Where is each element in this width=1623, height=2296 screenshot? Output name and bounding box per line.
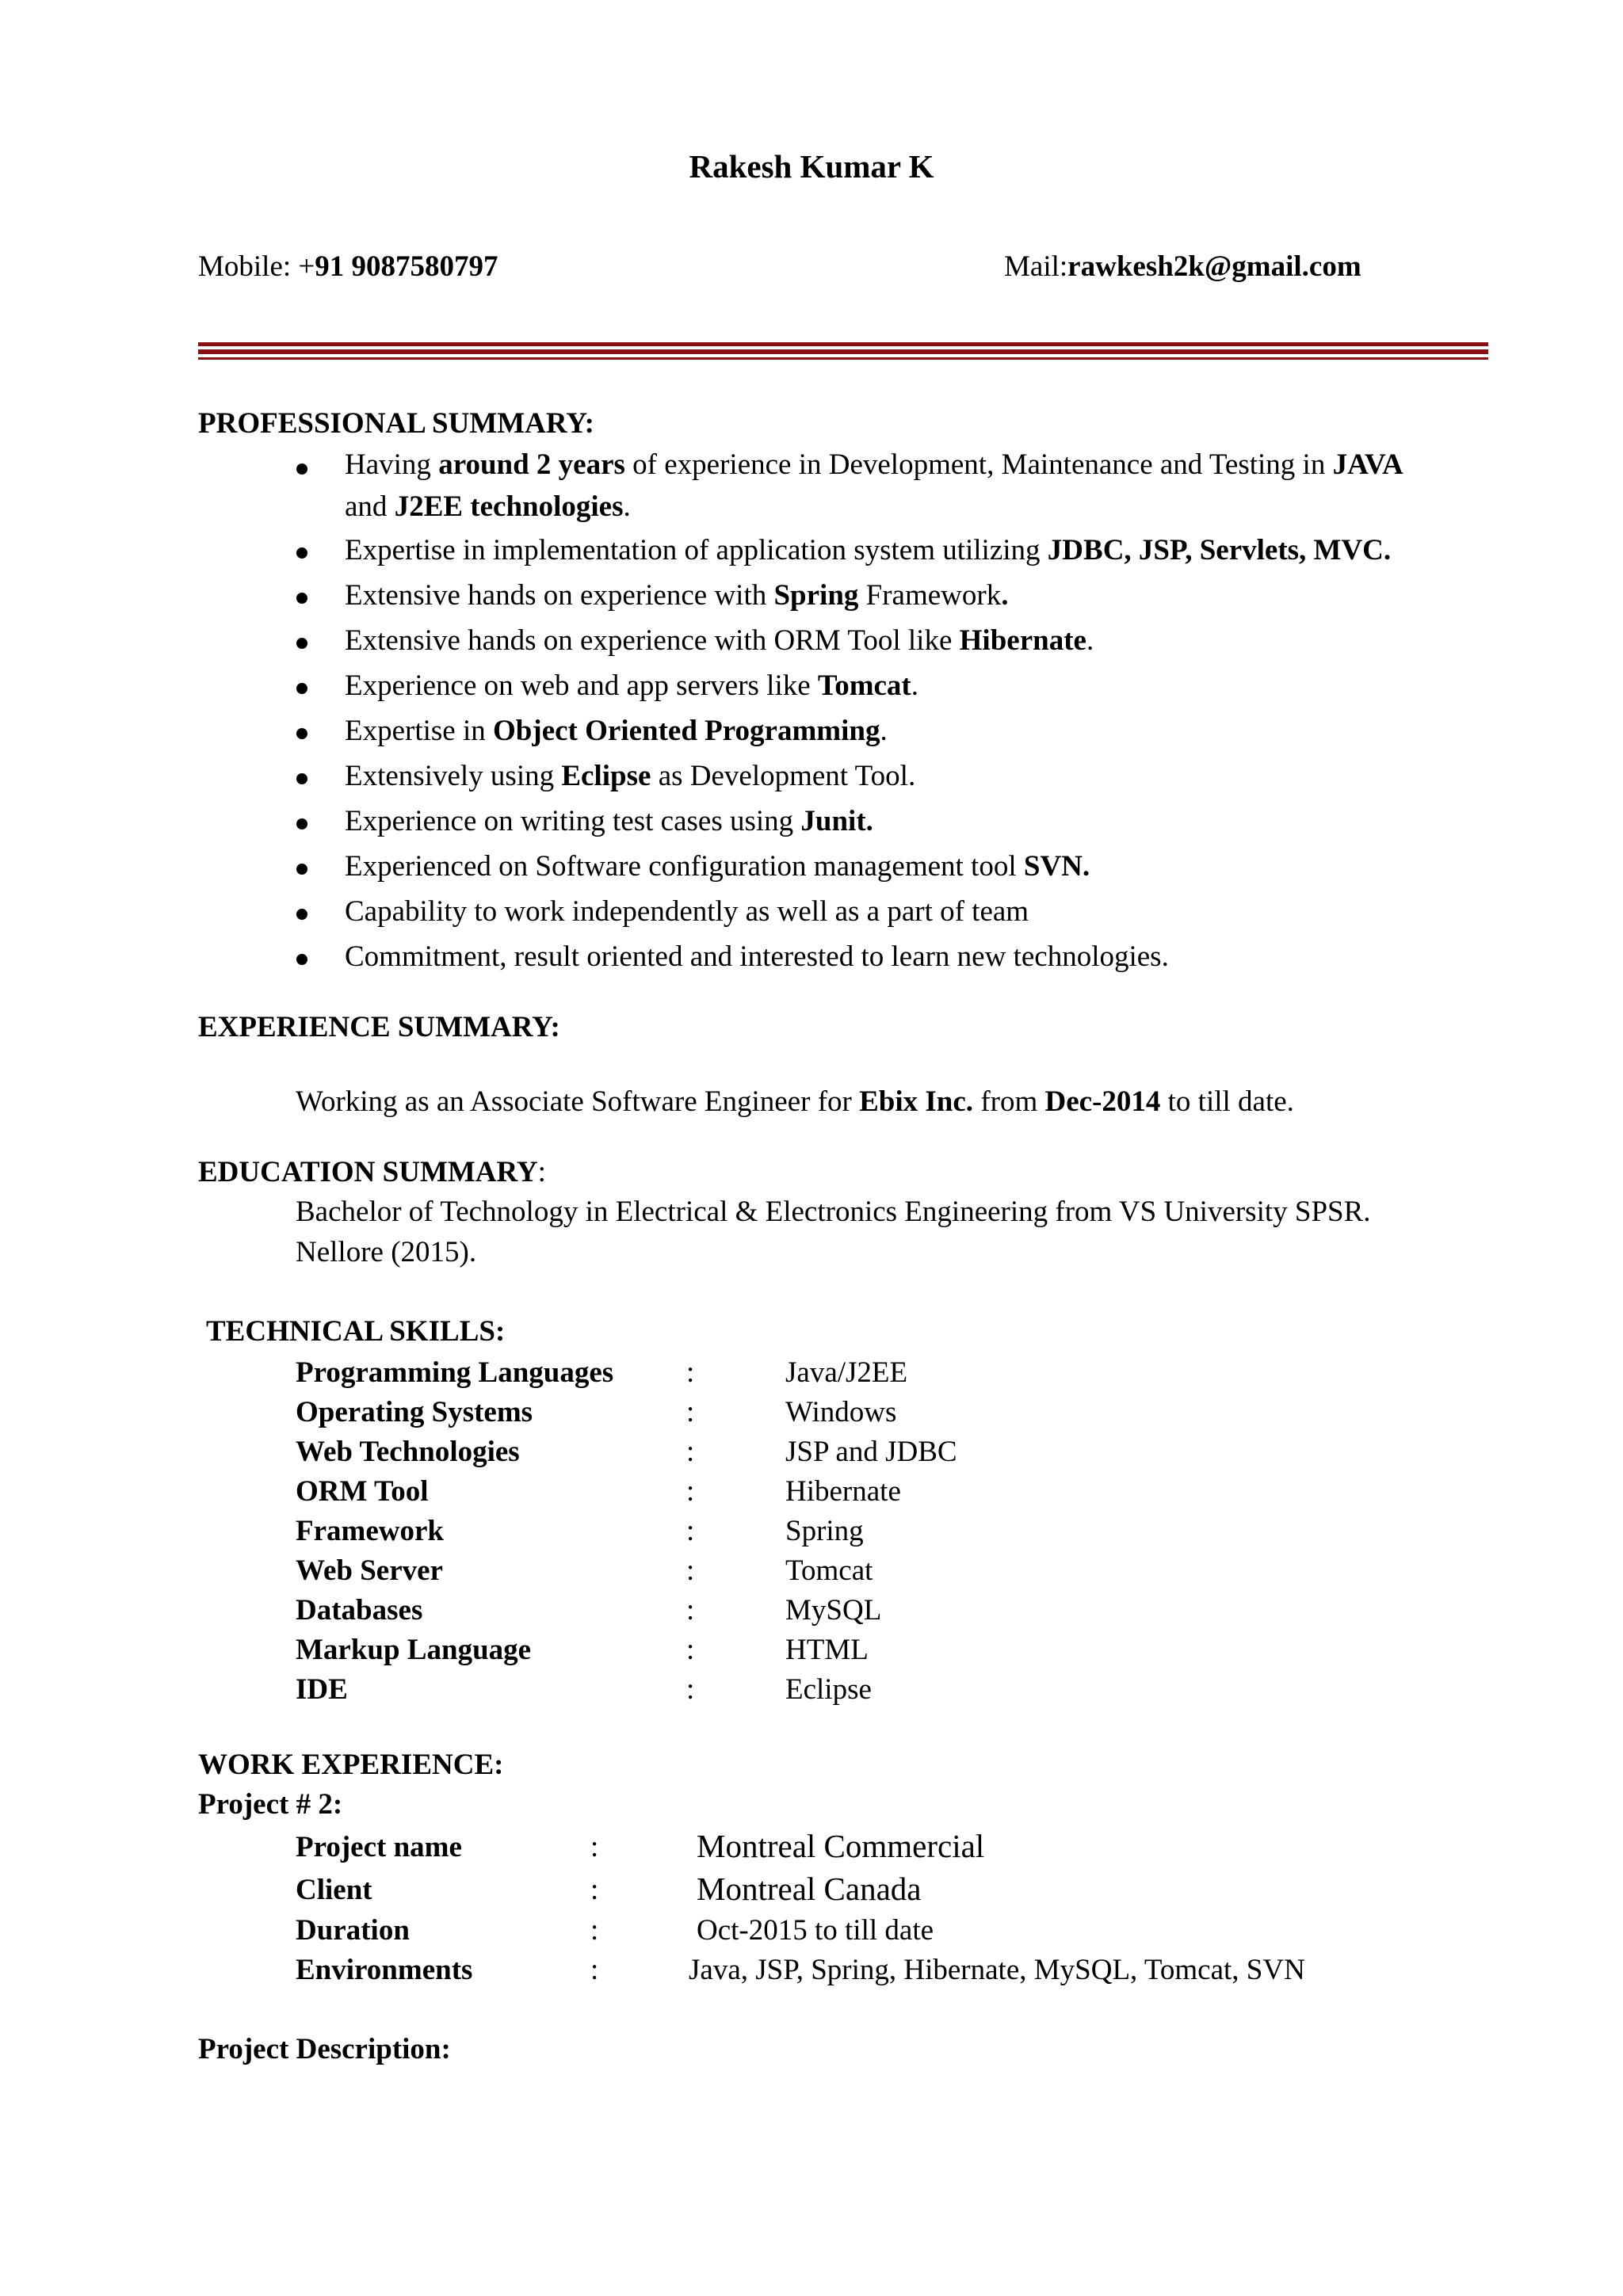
bullet-icon — [296, 909, 307, 920]
candidate-name: Rakesh Kumar K — [689, 148, 934, 185]
mobile-number: 91 9087580797 — [315, 250, 498, 283]
list-item: Commitment, result oriented and interested to learn new technologies. — [198, 934, 1498, 979]
skill-separator: : — [686, 1515, 695, 1547]
skill-separator: : — [686, 1356, 695, 1389]
skill-separator: : — [686, 1594, 695, 1627]
list-item: Expertise in implementation of application system utilizing JDBC, JSP, Servlets, MVC. — [198, 528, 1498, 573]
list-item: Experience on web and app servers like Tomcat. — [198, 663, 1498, 708]
skill-label: ORM Tool — [296, 1475, 429, 1508]
bullet-icon — [296, 638, 307, 649]
project-title: Project # 2: — [198, 1788, 343, 1821]
mobile-label: Mobile: + — [198, 250, 315, 283]
skill-label: Framework — [296, 1515, 444, 1547]
header-rule-bottom — [198, 357, 1488, 360]
experience-summary-heading: EXPERIENCE SUMMARY: — [198, 1011, 560, 1043]
education-line-1: Bachelor of Technology in Electrical & Electronics Engineering from VS University SPSR. — [296, 1196, 1371, 1228]
list-item: Experience on writing test cases using Junit. — [198, 799, 1498, 844]
experience-summary-text: Working as an Associate Software Engineer for Ebix Inc. from Dec-2014 to till date. — [296, 1085, 1294, 1118]
skill-value: HTML — [785, 1634, 869, 1666]
header-rule-top — [198, 342, 1488, 346]
bullet-icon — [296, 593, 307, 604]
list-item: Experienced on Software configuration management tool SVN. — [198, 844, 1498, 889]
project-field-value: Montreal Canada — [697, 1871, 922, 1907]
bullet-icon — [296, 773, 307, 784]
project-field-value: Montreal Commercial — [697, 1828, 985, 1864]
project-description-heading: Project Description: — [198, 2033, 451, 2065]
skill-label: Markup Language — [296, 1634, 532, 1666]
project-field-label: Client — [296, 1874, 372, 1906]
skill-value: Java/J2EE — [785, 1356, 908, 1389]
list-item: Extensively using Eclipse as Development Tool. — [198, 753, 1498, 799]
mobile-line — [198, 252, 498, 281]
list-item: Extensive hands on experience with Spring Framework. — [198, 573, 1498, 618]
project-field-label: Duration — [296, 1914, 410, 1947]
project-field-value: Java, JSP, Spring, Hibernate, MySQL, Tomcat, SVN — [689, 1954, 1305, 1986]
skill-label: Operating Systems — [296, 1396, 533, 1428]
project-field-label: Project name — [296, 1831, 462, 1863]
skill-label: Web Technologies — [296, 1436, 520, 1468]
header-rule-middle — [198, 349, 1488, 354]
bullet-icon — [296, 954, 307, 965]
list-item: Expertise in Object Oriented Programming. — [198, 708, 1498, 753]
skill-value: Windows — [785, 1396, 897, 1428]
skill-label: Databases — [296, 1594, 423, 1627]
skill-label: IDE — [296, 1673, 348, 1706]
skill-value: Tomcat — [785, 1554, 873, 1587]
bullet-icon — [296, 728, 307, 739]
education-line-2: Nellore (2015). — [296, 1236, 477, 1268]
skill-separator: : — [686, 1673, 695, 1706]
bullet-icon — [296, 864, 307, 875]
bullet-icon — [296, 683, 307, 694]
project-field-separator: : — [590, 1831, 599, 1863]
mail-label: Mail: — [1004, 250, 1068, 283]
project-field-separator: : — [590, 1914, 599, 1947]
mail-address: rawkesh2k@gmail.com — [1067, 250, 1361, 283]
project-field-separator: : — [590, 1954, 599, 1986]
bullet-icon — [296, 547, 307, 559]
project-field-value: Oct-2015 to till date — [697, 1914, 934, 1947]
skill-value: Eclipse — [785, 1673, 872, 1706]
list-item: Extensive hands on experience with ORM Tool like Hibernate. — [198, 618, 1498, 663]
project-field-label: Environments — [296, 1954, 473, 1986]
professional-summary-list — [198, 444, 1498, 979]
professional-summary-heading: PROFESSIONAL SUMMARY: — [198, 407, 594, 440]
company-name: Ebix Inc. — [859, 1085, 974, 1118]
skill-separator: : — [686, 1554, 695, 1587]
skill-value: Hibernate — [785, 1475, 901, 1508]
skill-separator: : — [686, 1436, 695, 1468]
skill-value: Spring — [785, 1515, 864, 1547]
bullet-icon — [296, 818, 307, 830]
education-summary-heading: EDUCATION SUMMARY: — [198, 1156, 546, 1188]
skill-label: Programming Languages — [296, 1356, 614, 1389]
project-field-separator: : — [590, 1874, 599, 1906]
skill-value: MySQL — [785, 1594, 882, 1627]
skill-separator: : — [686, 1396, 695, 1428]
skill-separator: : — [686, 1475, 695, 1508]
list-item: Having around 2 years of experience in Development, Maintenance and Testing in JAVA and J2EE technologies. — [198, 444, 1498, 528]
skill-separator: : — [686, 1634, 695, 1666]
skill-label: Web Server — [296, 1554, 443, 1587]
start-date: Dec-2014 — [1044, 1085, 1161, 1118]
mail-line — [1004, 252, 1361, 281]
bullet-icon — [296, 463, 307, 475]
skill-value: JSP and JDBC — [785, 1436, 957, 1468]
work-experience-heading: WORK EXPERIENCE: — [198, 1749, 504, 1781]
technical-skills-heading: TECHNICAL SKILLS: — [206, 1315, 506, 1348]
list-item: Capability to work independently as well as a part of team — [198, 889, 1498, 934]
